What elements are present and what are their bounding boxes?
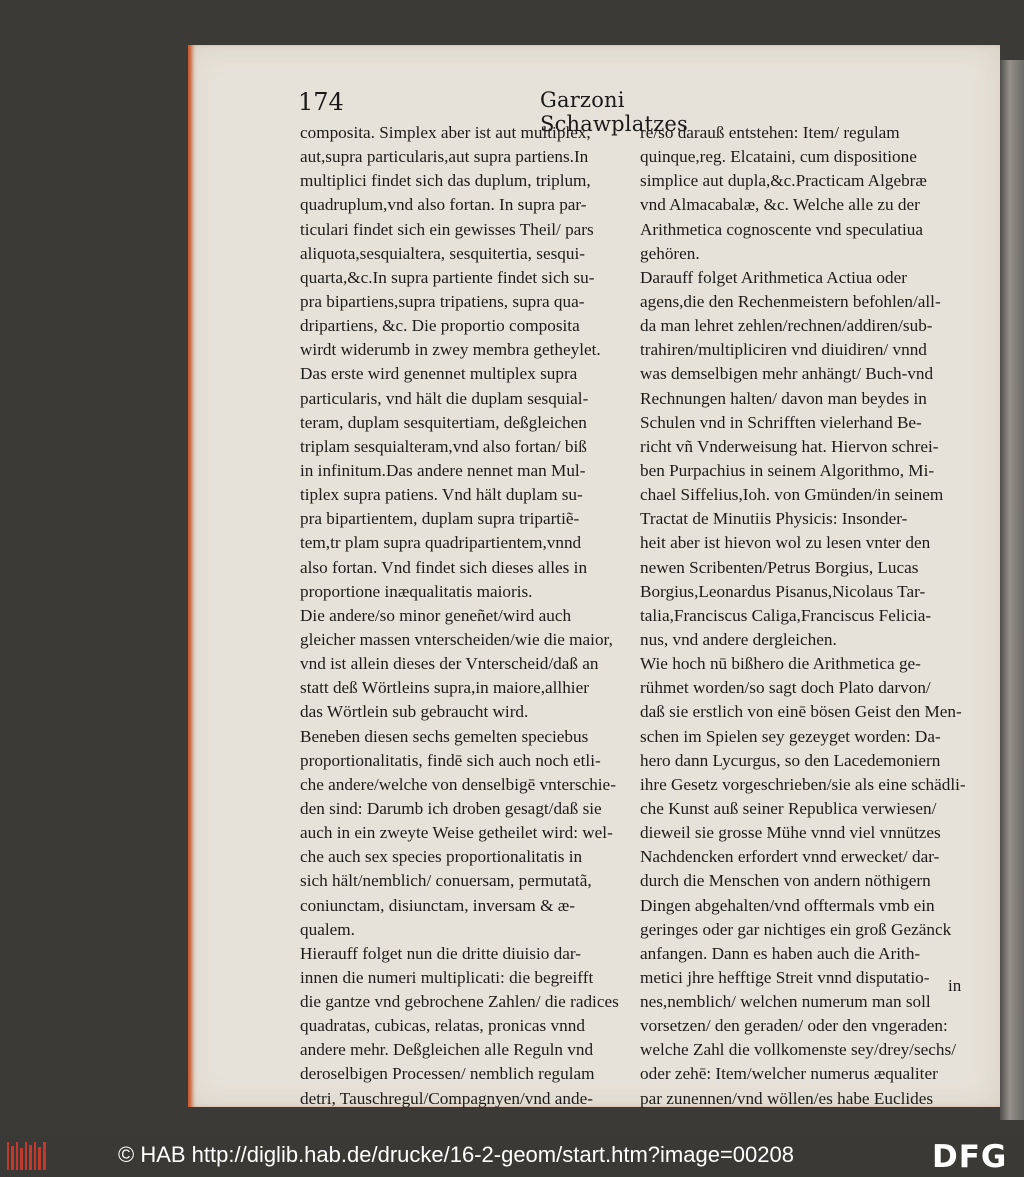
text-line: simplice aut dupla,&c.Practicam Algebræ <box>640 171 927 191</box>
text-line: daß sie erstlich von einē bösen Geist den Men- <box>640 702 962 722</box>
text-line: vnd ist allein dieses der Vnterscheid/daß an <box>300 654 599 674</box>
text-line: quinque,reg. Elcataini, cum dispositione <box>640 147 917 167</box>
text-line: hero dann Lycurgus, so den Lacedemoniern <box>640 750 941 770</box>
text-line: che Kunst auß seiner Republica verwiesen/ <box>640 798 937 818</box>
text-line: aliquota,sesquialtera, sesquitertia, sesqui- <box>300 243 585 263</box>
text-line: detri, Tauschregul/Compagnyen/vnd ande- <box>300 1088 593 1108</box>
text-line: tem,tr plam supra quadripartientem,vnnd <box>300 533 582 553</box>
text-line: trahiren/multipliciren vnd diuidiren/ vnnd <box>640 340 927 360</box>
text-line: coniunctam, disiunctam, inversam & æ- <box>300 895 575 915</box>
text-line: wirdt widerumb in zwey membra getheylet. <box>300 340 601 360</box>
text-line: deroselbigen Processen/ nemblich regulam <box>300 1064 595 1084</box>
text-line: multiplici findet sich das duplum, triplum, <box>300 171 591 191</box>
text-column-left <box>300 121 635 1111</box>
text-line: Arithmetica cognoscente vnd speculatiua <box>640 219 924 239</box>
dfg-logo: DFG <box>932 1139 1008 1175</box>
text-line: dieweil sie grosse Mühe vnnd viel vnnützes <box>640 823 941 843</box>
text-line: heit aber ist hievon wol zu lesen vnter den <box>640 533 931 553</box>
text-line: composita. Simplex aber ist aut multiplex, <box>300 123 591 142</box>
text-line: che andere/welche von denselbigē vnterschie- <box>300 774 616 794</box>
text-line: teram, duplam sesquitertiam, deßgleichen <box>300 412 587 432</box>
text-line: die gantze vnd gebrochene Zahlen/ die radices <box>300 992 619 1012</box>
text-line: particularis, vnd hält die duplam sesquial- <box>300 388 589 408</box>
text-line: sich hält/nemblich/ conuersam, permutatã, <box>300 871 592 891</box>
text-line: Borgius,Leonardus Pisanus,Nicolaus Tar- <box>640 581 926 601</box>
text-line: das Wörtlein sub gebraucht wird. <box>300 702 529 722</box>
text-line: nes,nemblich/ welchen numerum man soll <box>640 992 931 1012</box>
text-line: agens,die den Rechenmeistern befohlen/all- <box>640 291 941 311</box>
catchword: in <box>948 976 962 995</box>
text-line: che auch sex species proportionalitatis in <box>300 847 583 867</box>
text-line: Darauff folget Arithmetica Actiua oder <box>640 267 907 287</box>
text-line: quarta,&c.In supra partiente findet sich su- <box>300 267 595 287</box>
text-line: quadruplum,vnd also fortan. In supra par- <box>300 195 587 215</box>
source-link[interactable]: © HAB http://diglib.hab.de/drucke/16-2-geom/start.htm?image=00208 <box>118 1142 794 1167</box>
text-line: vnd Almacabalæ, &c. Welche alle zu der <box>640 195 920 215</box>
text-line: rühmet worden/so sagt doch Plato darvon/ <box>640 678 931 698</box>
text-line: talia,Franciscus Caliga,Franciscus Felicia- <box>640 605 932 625</box>
text-line: metici jhre hefftige Streit vnnd disputatio- <box>640 967 930 987</box>
text-line: Tractat de Minutiis Physicis: Insonder- <box>640 509 908 529</box>
text-line: proportionalitatis, findē sich auch noch etli- <box>300 750 601 770</box>
text-line: pra bipartientem, duplam supra tripartiẽ- <box>300 509 580 529</box>
text-line: nus, vnd andere dergleichen. <box>640 629 837 649</box>
text-line: quadratas, cubicas, relatas, pronicas vnnd <box>300 1016 585 1036</box>
running-head: Garzoni Schawplatzes <box>540 88 688 136</box>
text-line: auch in ein zweyte Weise getheilet wird: wel- <box>300 823 613 843</box>
page-edge <box>1000 60 1024 1120</box>
text-line: gleicher massen vnterscheiden/wie die maior, <box>300 629 613 649</box>
text-line: Schulen vnd in Schrifften vielerhand Be- <box>640 412 922 432</box>
text-line: newen Scribenten/Petrus Borgius, Lucas <box>640 557 919 577</box>
text-line: innen die numeri multiplicati: die begreifft <box>300 967 594 987</box>
text-line: Das erste wird genennet multiplex supra <box>300 364 578 384</box>
footer-bar <box>0 1136 1024 1177</box>
text-line: was demselbigen mehr anhängt/ Buch-vnd <box>640 364 934 384</box>
text-line: tiplex supra patiens. Vnd hält duplam su- <box>300 485 583 505</box>
text-line: proportione inæqualitatis maioris. <box>300 581 533 601</box>
text-line: Hierauff folget nun die dritte diuisio dar- <box>300 943 581 963</box>
text-line: Beneben diesen sechs gemelten speciebus <box>300 726 589 746</box>
text-line: Dingen abgehalten/vnd offtermals vmb ein <box>640 895 935 915</box>
text-line: anfangen. Dann es haben auch die Arith- <box>640 943 921 963</box>
text-line: ben Purpachius in seinem Algorithmo, Mi- <box>640 460 935 480</box>
text-line: chael Siffelius,Ioh. von Gmünden/in seinem <box>640 485 944 505</box>
text-line: gehören. <box>640 243 700 263</box>
text-line: qualem. <box>300 919 355 939</box>
text-line: dripartiens, &c. Die proportio composita <box>300 316 580 336</box>
text-column-right <box>640 121 970 1111</box>
text-line: aut,supra particularis,aut supra partiens.In <box>300 147 589 167</box>
text-line: richt vñ Vnderweisung hat. Hiervon schrei- <box>640 436 939 456</box>
text-line: ihre Gesetz vorgeschrieben/sie als eine schädli- <box>640 774 966 794</box>
page-number: 174 <box>298 88 344 116</box>
text-line: oder zehē: Item/welcher numerus æqualiter <box>640 1064 938 1084</box>
text-line: ticulari findet sich ein gewisses Theil/ pars <box>300 219 594 239</box>
text-line: andere mehr. Deßgleichen alle Reguln vnd <box>300 1040 594 1060</box>
barcode-icon <box>6 1140 48 1172</box>
text-line: da man lehret zehlen/rechnen/addiren/sub- <box>640 316 933 336</box>
text-line: Wie hoch nū bißhero die Arithmetica ge- <box>640 654 921 674</box>
text-line: Nachdencken erfordert vnnd erwecket/ dar- <box>640 847 940 867</box>
text-line: statt deß Wörtleins supra,in maiore,allhier <box>300 678 589 698</box>
text-line: par zunennen/vnd wöllen/es habe Euclides <box>640 1088 934 1108</box>
text-line: Rechnungen halten/ davon man beydes in <box>640 388 927 408</box>
text-line: Die andere/so minor geneñet/wird auch <box>300 605 572 625</box>
text-line: triplam sesquialteram,vnd also fortan/ biß <box>300 436 587 456</box>
text-line: in infinitum.Das andere nennet man Mul- <box>300 460 586 480</box>
text-line: schen im Spielen sey gezeyget worden: Da- <box>640 726 941 746</box>
text-line: vorsetzen/ den geraden/ oder den vngeraden: <box>640 1016 948 1036</box>
text-line: welche Zahl die vollkomenste sey/drey/sechs/ <box>640 1040 956 1060</box>
text-line: also fortan. Vnd findet sich dieses alles in <box>300 557 588 577</box>
text-line: durch die Menschen von andern nöthigern <box>640 871 931 891</box>
text-line: re/so darauß entstehen: Item/ regulam <box>640 123 900 142</box>
text-line: pra bipartiens,supra tripatiens, supra qua- <box>300 291 585 311</box>
text-line: geringes oder gar nichtiges ein groß Gezänck <box>640 919 952 939</box>
text-line: den sind: Darumb ich droben gesagt/daß sie <box>300 798 602 818</box>
